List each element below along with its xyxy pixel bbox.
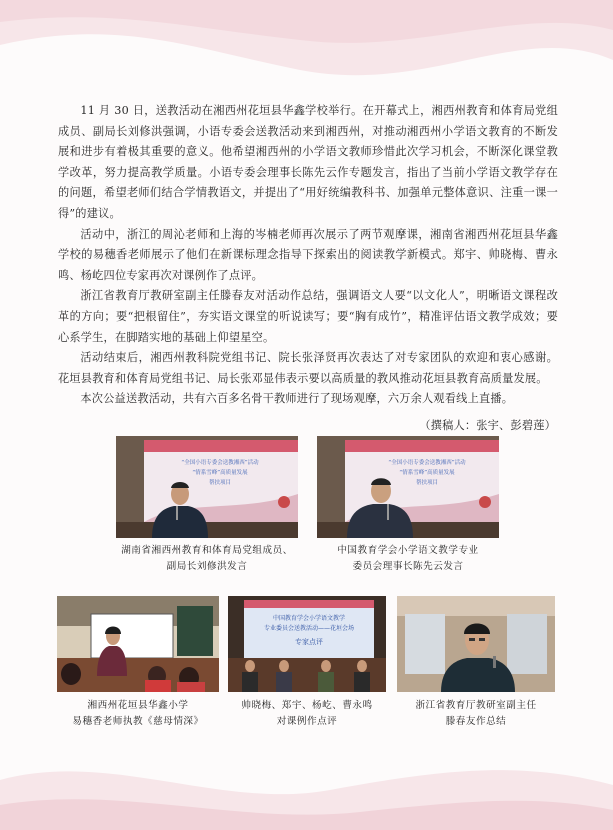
banner-line-1: “全国小语专委会送教湘西”活动	[388, 460, 466, 466]
article-paragraph-1: 11 月 30 日，送教活动在湘西州花垣县华鑫学校举行。在开幕式上，湘西州教育和体育局党组成员、副局长刘修洪强调，小语专委会送教活动来到湘西州，对推动湘西州小学语文教育的不断发展和进步有着极其重要的意义。他希望湘西州的小学语文教师珍惜此次学习机会，不断深化课堂教学改革，努力提高教学质量。小语专委会理事长陈先云作专题发言，指出了当前小学语文教学存在的问题，希望老师们结合学情教语文，并提出了“用好统编教科书、加强单元整体意识、注重一课一得”的建议。	[58, 104, 558, 220]
banner-line-3: 帮扶项目	[415, 480, 439, 486]
banner-line-2: 专业委员会送教活动——花垣会场	[263, 625, 355, 632]
banner-line-3: 帮扶项目	[208, 480, 232, 486]
caption-line: 副局长刘修洪发言	[166, 561, 248, 572]
bottom-wave-decoration	[0, 740, 613, 830]
caption-line: 湖南省湘西州教育和体育局党组成员、	[121, 545, 293, 556]
banner-line-3: 专家点评	[295, 638, 323, 646]
article-body	[58, 101, 558, 437]
banner-line-1: 中国教育学会小学语文教学	[272, 615, 346, 622]
banner-line-2: “情系雪峰”高质量发展	[192, 470, 248, 476]
caption-line: 委员会理事长陈先云发言	[352, 561, 464, 572]
photo-classroom-yi	[57, 596, 219, 692]
caption-line: 中国教育学会小学语文教学专业	[337, 545, 479, 556]
banner-line-2: “情系雪峰”高质量发展	[399, 470, 455, 476]
photo-caption-5	[391, 698, 561, 730]
banner-line-1: “全国小语专委会送教湘西”活动	[181, 460, 259, 466]
photo-speaker-chen	[317, 436, 499, 538]
photo-panel-review	[228, 596, 386, 692]
photo-speaker-teng	[397, 596, 555, 692]
caption-line: 滕春友作总结	[445, 716, 507, 727]
author-credit: （撰稿人：张宇、彭碧莲）	[419, 418, 556, 432]
photo-caption-3	[52, 698, 224, 730]
photo-caption-4	[222, 698, 392, 730]
caption-line: 浙江省教育厅教研室副主任	[415, 700, 537, 711]
caption-line: 对课例作点评	[276, 716, 338, 727]
photo-caption-1	[106, 543, 308, 575]
caption-line: 易穗香老师执教《慈母情深》	[72, 716, 204, 727]
top-wave-decoration	[0, 0, 613, 110]
article-paragraph-3: 浙江省教育厅教研室副主任滕春友对活动作总结，强调语文人要“以文化人”，明晰语文课程改革的方向；要“把根留住”，夯实语文课堂的听说读写；要“胸有成竹”，精准评估语文教学成效；要心系学生，在脚踏实地的基础上仰望星空。	[58, 289, 558, 344]
article-paragraph-4: 活动结束后，湘西州教科院党组书记、院长张泽贤再次表达了对专家团队的欢迎和衷心感谢。花垣县教育和体育局党组书记、局长张邓显伟表示要以高质量的教风推动花垣县教育高质量发展。	[58, 351, 558, 385]
article-paragraph-2: 活动中，浙江的周沁老师和上海的岑楠老师再次展示了两节观摩课，湘南省湘西州花垣县华鑫学校的易穗香老师展示了他们在新课标理念指导下探索出的阅读教学新模式。郑宇、帅晓梅、曹永鸣、杨屹四位专家再次对课例作了点评。	[58, 227, 558, 282]
photo-speaker-liu	[116, 436, 298, 538]
caption-line: 湘西州花垣县华鑫小学	[87, 700, 189, 711]
article-paragraph-5: 本次公益送教活动，共有六百多名骨干教师进行了现场观摩，六万余人观看线上直播。	[80, 392, 514, 406]
photo-caption-2	[307, 543, 509, 575]
caption-line: 帅晓梅、郑宇、杨屹、曹永鸣	[241, 700, 373, 711]
